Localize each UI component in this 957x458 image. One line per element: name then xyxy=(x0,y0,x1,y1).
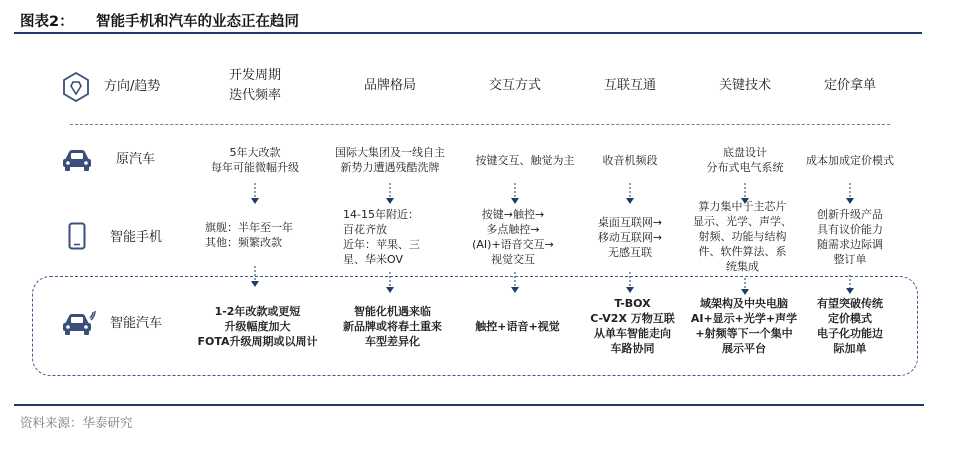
cell-phone-connectivity xyxy=(580,205,680,269)
cell-text: 有望突破传统 定价模式 电子化功能边 际加单 xyxy=(817,297,883,355)
figure-title: 智能手机和汽车的业态正在趋同 xyxy=(96,14,299,30)
cell-traditional-brand xyxy=(320,140,460,180)
cell-phone-brand xyxy=(343,205,453,269)
header-brand xyxy=(330,66,450,106)
car-icon xyxy=(62,148,92,172)
cell-text: 触控+语音+视觉 xyxy=(475,319,560,333)
header-separator xyxy=(70,124,890,125)
cell-text: 按键交互、触觉为主 xyxy=(475,153,575,167)
header-row-label: 方向/趋势 xyxy=(104,79,161,94)
cell-smart-car-cycle xyxy=(185,296,330,356)
cell-phone-key-tech xyxy=(680,194,805,278)
header-connectivity-text: 互联互通 xyxy=(603,78,656,93)
cell-smart-car-brand xyxy=(330,296,455,356)
cell-traditional-connectivity xyxy=(580,140,680,180)
cell-smart-car-key-tech xyxy=(680,292,808,360)
header-pricing xyxy=(795,66,905,106)
row-label-smartphone: 智能手机 xyxy=(110,230,163,245)
cell-smart-car-pricing xyxy=(795,292,905,360)
cell-traditional-interaction xyxy=(465,140,585,180)
arrow-down-icon xyxy=(510,183,520,205)
arrow-down-icon xyxy=(625,183,635,205)
cell-text: 桌面互联网→ 移动互联网→ 无感互联 xyxy=(597,215,663,259)
cell-traditional-cycle xyxy=(195,140,315,180)
header-brand-text: 品牌格局 xyxy=(363,78,416,93)
cell-text: 创新升级产品 具有议价能力 随需求边际调 整订单 xyxy=(817,208,883,266)
cell-traditional-pricing xyxy=(790,140,910,180)
cell-text: 成本加成定价模式 xyxy=(806,153,894,167)
cell-text: 14-15年附近： 百花齐放 近年：苹果、三 星、华米OV xyxy=(343,208,420,266)
arrow-down-icon xyxy=(250,183,260,205)
trend-icon xyxy=(62,72,90,102)
cell-text: 旗舰：半年至一年 其他：频繁改款 xyxy=(205,221,293,249)
row-label-traditional-car: 原汽车 xyxy=(116,152,156,167)
footer-rule xyxy=(14,404,924,406)
cell-text: 底盘设计 分布式电气系统 xyxy=(706,146,784,174)
cell-text: 1-2年改款或更短 升级幅度加大 FOTA升级周期或以周计 xyxy=(197,304,318,348)
cell-traditional-key-tech xyxy=(685,140,805,180)
header-interaction xyxy=(460,66,570,106)
arrow-down-icon xyxy=(385,183,395,205)
header-key-tech xyxy=(690,66,800,106)
cell-text: 按键→触控→ 多点触控→ (AI)+语音交互→ 视觉交互 xyxy=(472,208,554,266)
row-label-smart-car: 智能汽车 xyxy=(110,316,163,331)
header-connectivity xyxy=(575,66,685,106)
source-note: 资料来源：华泰研究 xyxy=(20,415,133,430)
cell-text: 算力集中于主芯片 显示、光学、声学、 射频、功能与结构 件、软件算法、系 统集成 xyxy=(693,199,792,273)
header-cycle xyxy=(200,66,310,106)
cell-text: 智能化机遇来临 新品牌或将春土重来 车型差异化 xyxy=(343,304,442,348)
cell-text: 国际大集团及一线自主 新势力遭遇残酷洗牌 xyxy=(335,146,445,174)
cell-text: 收音机频段 xyxy=(602,153,658,167)
cell-smart-car-connectivity xyxy=(575,292,690,360)
header-cycle-text: 开发周期 迭代频率 xyxy=(228,68,281,103)
cell-text: 域架构及中央电脑 AI+显示+光学+声学 +射频等下一个集中 展示平台 xyxy=(690,297,798,355)
cell-phone-pricing xyxy=(795,200,905,274)
header-pricing-text: 定价拿单 xyxy=(823,78,876,93)
header-key-tech-text: 关键技术 xyxy=(718,78,771,93)
cell-smart-car-interaction xyxy=(460,296,575,356)
header-interaction-text: 交互方式 xyxy=(488,78,541,93)
phone-icon xyxy=(68,222,86,250)
cell-text: T-BOX C-V2X 万物互联 从单车智能走向 车路协同 xyxy=(590,297,675,355)
title-bar xyxy=(14,6,922,34)
cell-text: 5年大改款 每年可能微幅升级 xyxy=(211,146,299,174)
cell-phone-cycle xyxy=(205,210,325,260)
connected-car-icon xyxy=(62,310,96,336)
cell-phone-interaction xyxy=(458,205,568,269)
figure-number: 图表2： xyxy=(20,14,74,30)
